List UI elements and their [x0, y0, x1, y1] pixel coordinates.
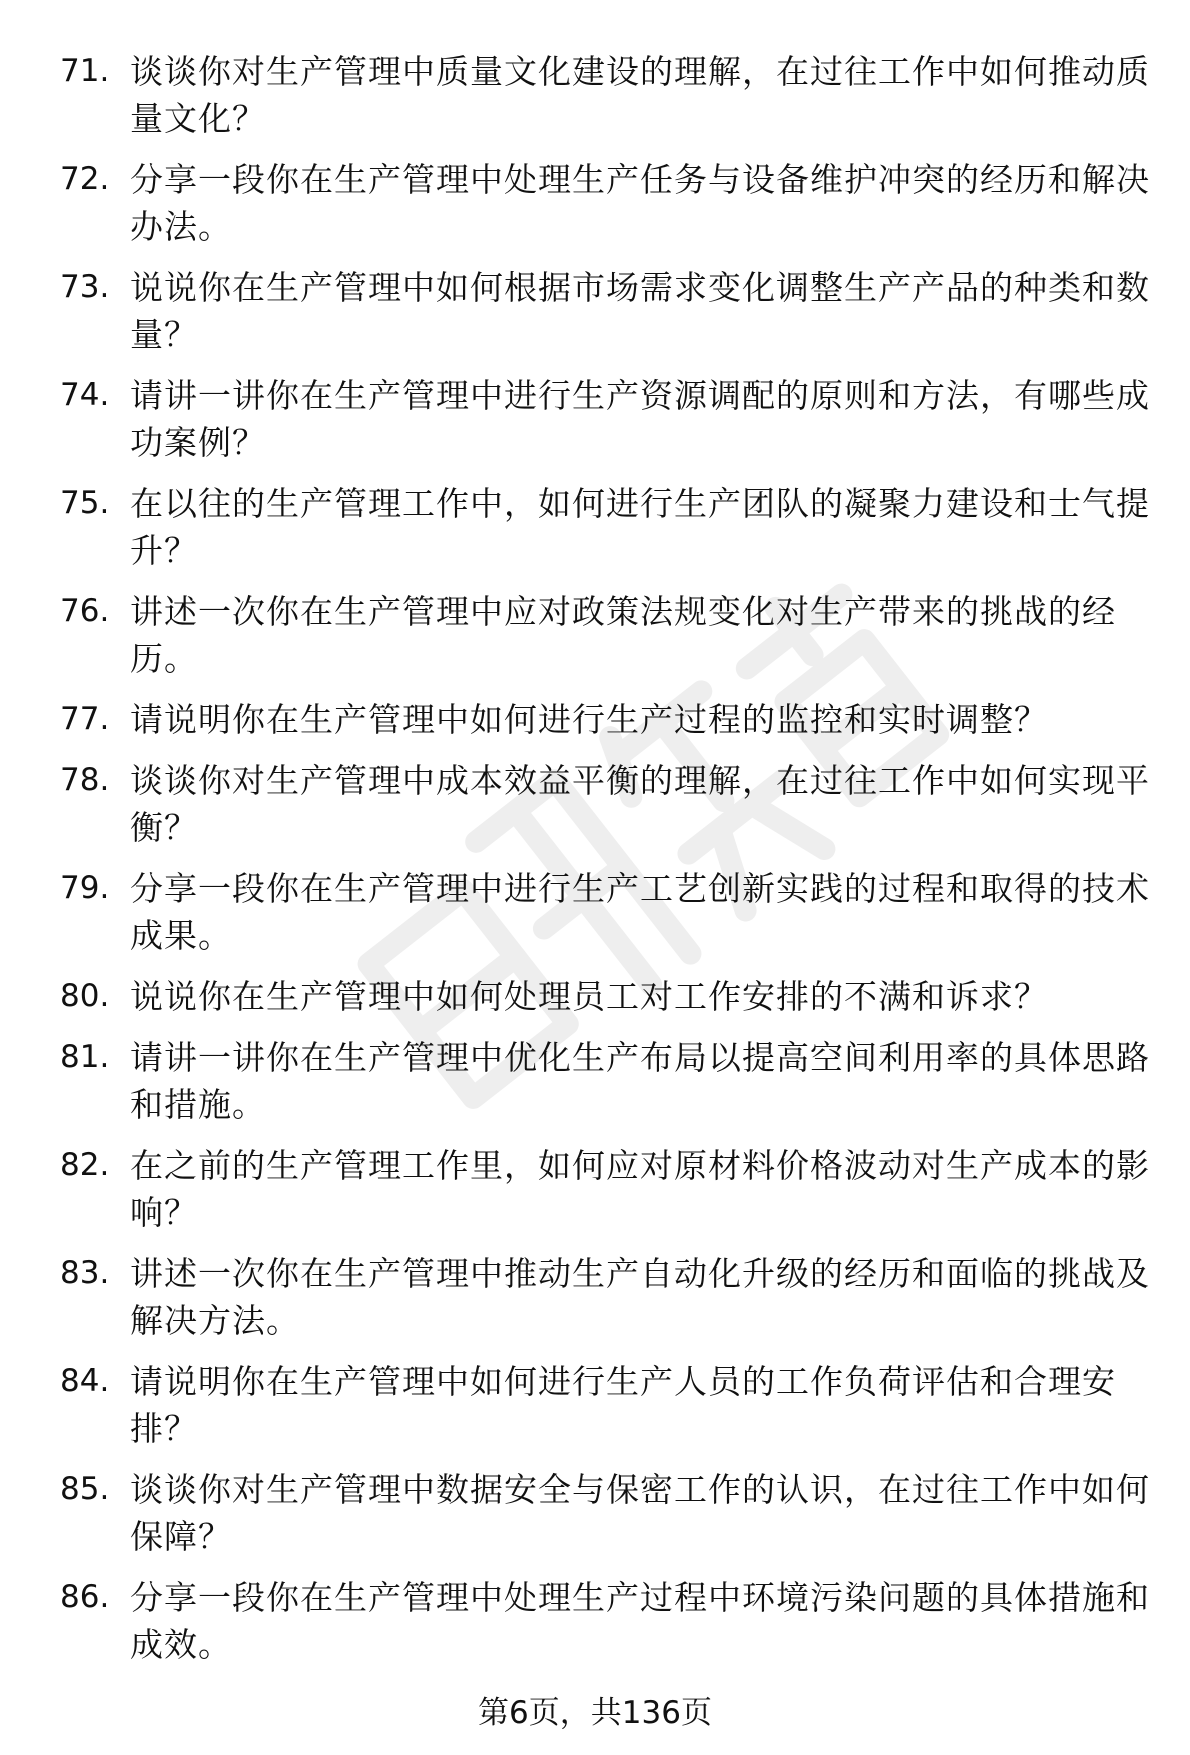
- question-text: 说说你在生产管理中如何根据市场需求变化调整生产产品的种类和数量？: [130, 268, 1150, 354]
- list-item: [60, 480, 1150, 588]
- question-number: 85.: [60, 1471, 110, 1507]
- list-item: [60, 1358, 1150, 1466]
- question-number: 78.: [60, 762, 110, 798]
- question-number: 77.: [60, 701, 110, 737]
- list-item: [60, 156, 1150, 264]
- list-item: [60, 1574, 1150, 1682]
- question-number: 80.: [60, 978, 110, 1014]
- question-text: 请讲一讲你在生产管理中进行生产资源调配的原则和方法，有哪些成功案例？: [130, 376, 1150, 462]
- list-item: [60, 973, 1150, 1034]
- list-item: [60, 1142, 1150, 1250]
- list-item: [60, 372, 1150, 480]
- question-list: [60, 48, 1150, 1682]
- question-text: 谈谈你对生产管理中数据安全与保密工作的认识，在过往工作中如何保障？: [130, 1470, 1150, 1556]
- question-number: 74.: [60, 377, 110, 413]
- question-number: 83.: [60, 1255, 110, 1291]
- question-text: 分享一段你在生产管理中进行生产工艺创新实践的过程和取得的技术成果。: [130, 869, 1150, 955]
- question-number: 75.: [60, 485, 110, 521]
- question-number: 79.: [60, 870, 110, 906]
- question-number: 86.: [60, 1579, 110, 1615]
- question-text: 在之前的生产管理工作里，如何应对原材料价格波动对生产成本的影响？: [130, 1146, 1150, 1232]
- question-number: 81.: [60, 1039, 110, 1075]
- list-item: [60, 696, 1150, 757]
- list-item: [60, 1250, 1150, 1358]
- question-text: 分享一段你在生产管理中处理生产过程中环境污染问题的具体措施和成效。: [130, 1578, 1150, 1664]
- list-item: [60, 1466, 1150, 1574]
- question-text: 谈谈你对生产管理中质量文化建设的理解，在过往工作中如何推动质量文化？: [130, 52, 1150, 138]
- question-number: 84.: [60, 1363, 110, 1399]
- question-text: 请讲一讲你在生产管理中优化生产布局以提高空间利用率的具体思路和措施。: [130, 1038, 1150, 1124]
- question-text: 讲述一次你在生产管理中应对政策法规变化对生产带来的挑战的经历。: [130, 592, 1116, 678]
- question-number: 71.: [60, 53, 110, 89]
- question-text: 请说明你在生产管理中如何进行生产过程的监控和实时调整？: [130, 700, 1048, 739]
- list-item: [60, 48, 1150, 156]
- question-text: 说说你在生产管理中如何处理员工对工作安排的不满和诉求？: [130, 977, 1048, 1016]
- question-text: 谈谈你对生产管理中成本效益平衡的理解，在过往工作中如何实现平衡？: [130, 761, 1150, 847]
- question-number: 76.: [60, 593, 110, 629]
- question-number: 73.: [60, 269, 110, 305]
- list-item: [60, 757, 1150, 865]
- list-item: [60, 865, 1150, 973]
- question-number: 72.: [60, 161, 110, 197]
- question-text: 分享一段你在生产管理中处理生产任务与设备维护冲突的经历和解决办法。: [130, 160, 1150, 246]
- question-text: 请说明你在生产管理中如何进行生产人员的工作负荷评估和合理安排？: [130, 1362, 1116, 1448]
- question-number: 82.: [60, 1147, 110, 1183]
- page-number-footer: 第6页，共136页: [478, 1695, 712, 1731]
- list-item: [60, 588, 1150, 696]
- question-text: 讲述一次你在生产管理中推动生产自动化升级的经历和面临的挑战及解决方法。: [130, 1254, 1150, 1340]
- list-item: [60, 264, 1150, 372]
- list-item: [60, 1034, 1150, 1142]
- question-text: 在以往的生产管理工作中，如何进行生产团队的凝聚力建设和士气提升？: [130, 484, 1150, 570]
